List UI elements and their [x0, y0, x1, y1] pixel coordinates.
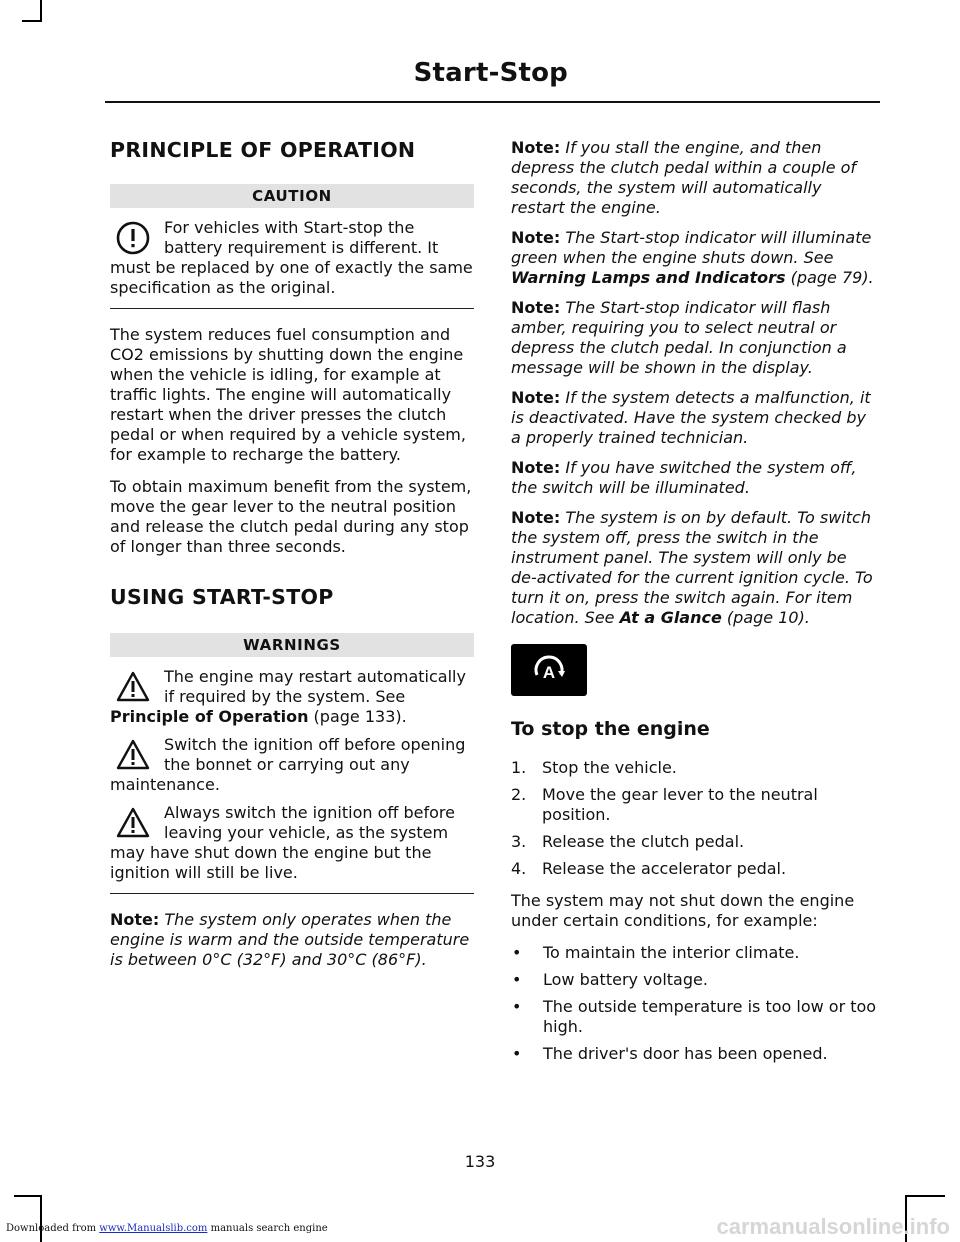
section-title-using: USING START-STOP	[110, 585, 334, 609]
note-label: Note:	[511, 298, 561, 317]
note-label: Note:	[511, 388, 561, 407]
warning-triangle-icon	[116, 806, 150, 840]
step-number: 1.	[511, 758, 527, 777]
crop-mark	[40, 0, 42, 22]
note-label: Note:	[511, 228, 561, 247]
step-text: Stop the vehicle.	[542, 758, 677, 777]
warnings-heading: WARNINGS	[110, 633, 474, 657]
list-item	[511, 859, 877, 879]
note	[511, 388, 877, 448]
note-label: Note:	[511, 508, 561, 527]
caution-block	[110, 218, 474, 298]
page-number: 133	[464, 1152, 496, 1171]
condition-text: Low battery voltage.	[543, 970, 708, 989]
step-number: 4.	[511, 859, 527, 878]
watermark: carmanualsonline.info	[716, 1214, 950, 1239]
svg-text:A: A	[542, 663, 556, 682]
bullet: •	[512, 943, 522, 962]
list-item	[511, 997, 877, 1037]
page-header-title: Start-Stop	[413, 58, 568, 88]
caution-rule	[110, 308, 474, 309]
paragraph: The system may not shut down the engine under certain conditions, for example:	[511, 891, 855, 930]
step-text: Release the clutch pedal.	[542, 832, 745, 851]
note	[511, 298, 877, 378]
crop-mark	[14, 1195, 42, 1197]
note	[110, 910, 474, 970]
caution-circle-icon	[116, 221, 150, 255]
note-text: If you stall the engine, and then depress the clutch pedal within a couple of seconds, the system will automatically restart the engine.	[511, 138, 857, 217]
warning-triangle-icon	[116, 738, 150, 772]
bullet: •	[512, 997, 522, 1016]
condition-text: To maintain the interior climate.	[543, 943, 800, 962]
section-title-principle: PRINCIPLE OF OPERATION	[110, 138, 416, 162]
page-reference: (page 79).	[785, 268, 874, 287]
crop-mark	[40, 1195, 42, 1242]
subheading-stop-engine: To stop the engine	[511, 718, 710, 740]
crop-mark	[905, 1195, 945, 1197]
manualslib-link[interactable]: www.Manualslib.com	[99, 1223, 208, 1234]
step-number: 2.	[511, 785, 527, 804]
step-number: 3.	[511, 832, 527, 851]
warning-triangle-icon	[116, 670, 150, 704]
note	[511, 138, 877, 218]
paragraph: To obtain maximum benefit from the system, move the gear lever to the neutral position and release the clutch pedal during any stop of longer than three seconds.	[110, 477, 472, 556]
condition-text: The driver's door has been opened.	[543, 1044, 828, 1063]
left-column	[110, 118, 474, 980]
list-item	[511, 970, 877, 990]
warning-block	[110, 735, 474, 795]
note	[511, 458, 877, 498]
conditions-list	[511, 943, 877, 1064]
auto-start-stop-icon	[511, 644, 587, 696]
note-text: The system only operates when the engine is warm and the outside temperature is between 0°C (32°F) and 30°C (86°F).	[110, 910, 470, 969]
cross-reference-link[interactable]: Warning Lamps and Indicators	[511, 268, 786, 287]
step-text: Move the gear lever to the neutral position.	[542, 785, 818, 824]
note-text: If the system detects a malfunction, it is deactivated. Have the system checked by a properly trained technician.	[511, 388, 871, 447]
note-label: Note:	[511, 138, 561, 157]
crop-mark	[22, 20, 42, 22]
warning-text: Switch the ignition off before opening the bonnet or carrying out any maintenance.	[110, 735, 466, 794]
bullet: •	[512, 970, 522, 989]
list-item	[511, 785, 877, 825]
warning-text: Always switch the ignition off before leaving your vehicle, as the system may have shut down the engine but the ignition will still be live.	[110, 803, 455, 882]
step-text: Release the accelerator pedal.	[542, 859, 787, 878]
list-item	[511, 832, 877, 852]
warnings-rule	[110, 893, 474, 894]
note	[511, 228, 877, 288]
header-rule	[105, 101, 880, 103]
warning-block	[110, 803, 474, 883]
note-label: Note:	[511, 458, 561, 477]
condition-text: The outside temperature is too low or too high.	[543, 997, 877, 1036]
cross-reference-link[interactable]: At a Glance	[619, 608, 722, 627]
cross-reference-link[interactable]: Principle of Operation	[110, 707, 309, 726]
footer-suffix: manuals search engine	[207, 1223, 328, 1234]
note-text: If you have switched the system off, the switch will be illuminated.	[511, 458, 857, 497]
download-footer	[6, 1223, 328, 1234]
list-item	[511, 758, 877, 778]
note-label: Note:	[110, 910, 160, 929]
auto-start-stop-symbol	[529, 650, 569, 690]
note-text: The system is on by default. To switch the system off, press the switch in the instrument panel. The system will only be de-activated for the current ignition cycle. To turn it on, press the switch again. For item location. See	[511, 508, 873, 627]
page-reference: (page 133).	[308, 707, 407, 726]
list-item	[511, 943, 877, 963]
caution-text: For vehicles with Start-stop the battery requirement is different. It must be replaced by one of exactly the same specification as the original.	[110, 218, 473, 297]
note-text: The Start-stop indicator will illuminate green when the engine shuts down. See	[511, 228, 872, 267]
right-column	[511, 138, 877, 1076]
list-item	[511, 1044, 877, 1064]
warning-text: The engine may restart automatically if required by the system. See	[164, 667, 466, 706]
page-reference: (page 10).	[721, 608, 810, 627]
note-text: The Start-stop indicator will flash amber, requiring you to select neutral or depress the clutch pedal. In conjunction a message will be shown in the display.	[511, 298, 847, 377]
steps-list	[511, 758, 877, 879]
bullet: •	[512, 1044, 522, 1063]
caution-heading: CAUTION	[110, 184, 474, 208]
warning-block	[110, 667, 474, 727]
footer-prefix: Downloaded from	[6, 1223, 100, 1234]
note	[511, 508, 877, 628]
paragraph: The system reduces fuel consumption and CO2 emissions by shutting down the engine when the vehicle is idling, for example at traffic lights. The engine will automatically restart when the driver presses the clutch pedal or when required by a vehicle system, for example to recharge the battery.	[110, 325, 466, 464]
